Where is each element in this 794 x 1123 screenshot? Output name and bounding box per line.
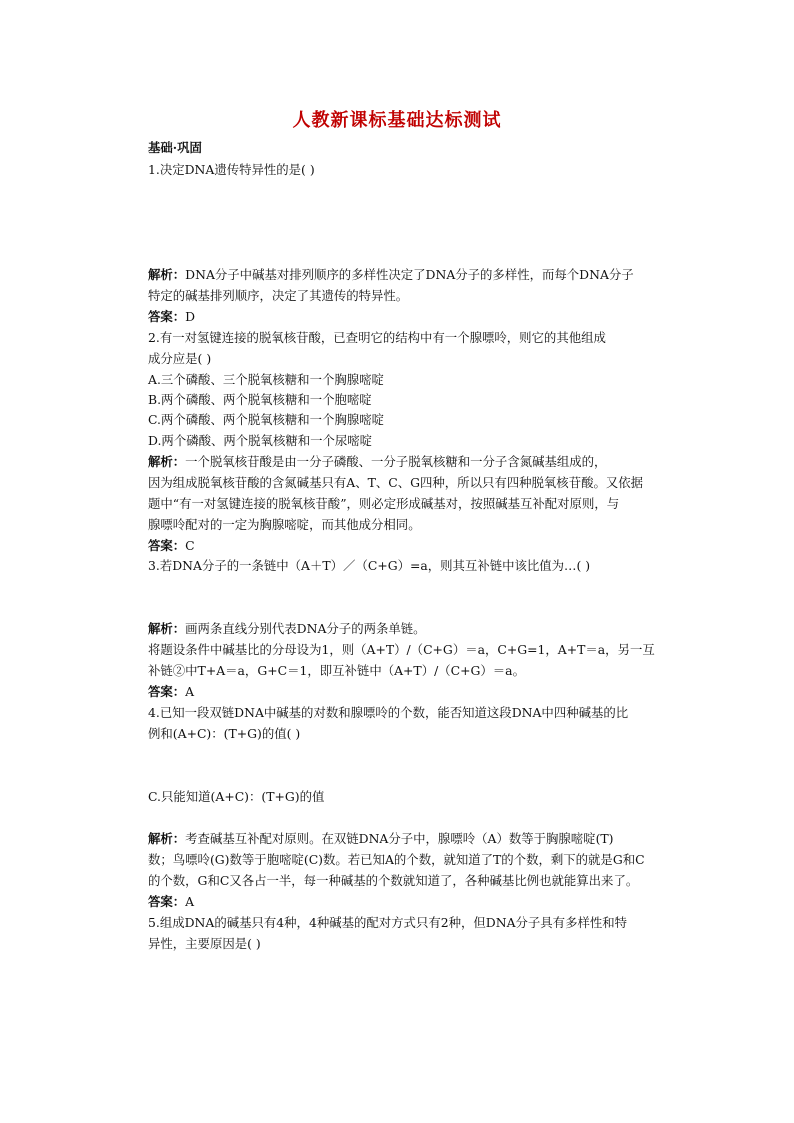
q3-question: 3.若DNA分子的一条链中（A＋T）／（C+G）=a，则其互补链中该比值为…( ): [148, 558, 591, 573]
q1-answer: [148, 307, 195, 327]
q2-answer-label: 答案：: [148, 538, 186, 553]
q1-question: 1.决定DNA遗传特异性的是( ): [148, 162, 315, 177]
q4-question-line-1: 4.已知一段双链DNA中碱基的对数和腺嘌呤的个数，能否知道这段DNA中四种碱基的比: [148, 705, 629, 720]
q4-answer-value: A: [185, 894, 195, 909]
q3-answer-label: 答案：: [148, 684, 186, 699]
q1-explain-line-2: 特定的碱基排列顺序，决定了其遗传的特异性。: [148, 288, 409, 303]
q4-question-line-2: 例和(A+C)：(T+G)的值( ): [148, 726, 301, 741]
q1-explain-text-1: DNA分子中碱基对排列顺序的多样性决定了DNA分子的多样性，而每个DNA分子: [185, 267, 634, 282]
q4-answer: [148, 892, 194, 912]
page-title: 人教新课标基础达标测试: [292, 110, 502, 131]
q3-answer: [148, 682, 194, 702]
section-heading: 基础·巩固: [148, 140, 202, 155]
q3-explain-line-1: [148, 619, 426, 639]
q4-option-c: C.只能知道(A+C)：(T+G)的值: [148, 789, 325, 804]
q2-answer: [148, 536, 195, 556]
q3-answer-value: A: [185, 684, 195, 699]
q4-answer-label: 答案：: [148, 894, 186, 909]
q3-explain-line-2: 将题设条件中碱基比的分母设为1，则（A+T）/（C+G）＝a，C+G=1，A+T＝a，另一互: [148, 642, 655, 657]
q5-question-line-1: 5.组成DNA的碱基只有4种，4种碱基的配对方式只有2种，但DNA分子具有多样性和特: [148, 915, 628, 930]
q2-question-line-1: 2.有一对氢键连接的脱氧核苷酸，已查明它的结构中有一个腺嘌呤，则它的其他组成: [148, 330, 606, 345]
q5-question-line-2: 异性，主要原因是( ): [148, 936, 261, 951]
q4-explain-line-2: 数；鸟嘌呤(G)数等于胞嘧啶(C)数。若已知A的个数，就知道了T的个数，剩下的就是G和C: [148, 852, 645, 867]
q1-explain-label: 解析：: [148, 267, 186, 282]
q2-option-c: C.两个磷酸、两个脱氧核糖和一个胸腺嘧啶: [148, 412, 385, 427]
q1-explain-line-1: [148, 265, 634, 285]
q2-explain-text-1: 一个脱氧核苷酸是由一分子磷酸、一分子脱氧核糖和一分子含氮碱基组成的，: [185, 454, 607, 469]
q3-explain-line-3: 补链②中T+A＝a，G+C＝1，即互补链中（A+T）/（C+G）＝a。: [148, 663, 525, 678]
q2-explain-line-4: 腺嘌呤配对的一定为胸腺嘧啶，而其他成分相同。: [148, 517, 421, 532]
q2-option-a: A.三个磷酸、三个脱氧核糖和一个胸腺嘧啶: [148, 372, 384, 387]
q2-answer-value: C: [185, 538, 195, 553]
q2-option-b: B.两个磷酸、两个脱氧核糖和一个胞嘧啶: [148, 392, 372, 407]
q2-explain-line-3: 题中“有一对氢键连接的脱氧核苷酸”，则必定形成碱基对，按照碱基互补配对原则，与: [148, 496, 620, 511]
q4-explain-line-3: 的个数，G和C又各占一半，每一种碱基的个数就知道了，各种碱基比例也就能算出来了。: [148, 873, 639, 888]
q1-answer-value: D: [185, 309, 196, 324]
q4-explain-text-1: 考查碱基互补配对原则。在双链DNA分子中，腺嘌呤（A）数等于胸腺嘧啶(T): [185, 831, 614, 846]
q3-explain-text-1: 画两条直线分别代表DNA分子的两条单链。: [185, 621, 426, 636]
q4-explain-line-1: [148, 829, 614, 849]
q2-explain-line-2: 因为组成脱氧核苷酸的含氮碱基只有A、T、C、G四种，所以只有四种脱氧核苷酸。又依据: [148, 475, 644, 490]
q1-answer-label: 答案：: [148, 309, 186, 324]
q3-explain-label: 解析：: [148, 621, 186, 636]
q2-explain-label: 解析：: [148, 454, 186, 469]
q2-option-d: D.两个磷酸、两个脱氧核糖和一个尿嘧啶: [148, 433, 373, 448]
q4-explain-label: 解析：: [148, 831, 186, 846]
q2-question-line-2: 成分应是( ): [148, 351, 212, 366]
q2-explain-line-1: [148, 452, 606, 472]
